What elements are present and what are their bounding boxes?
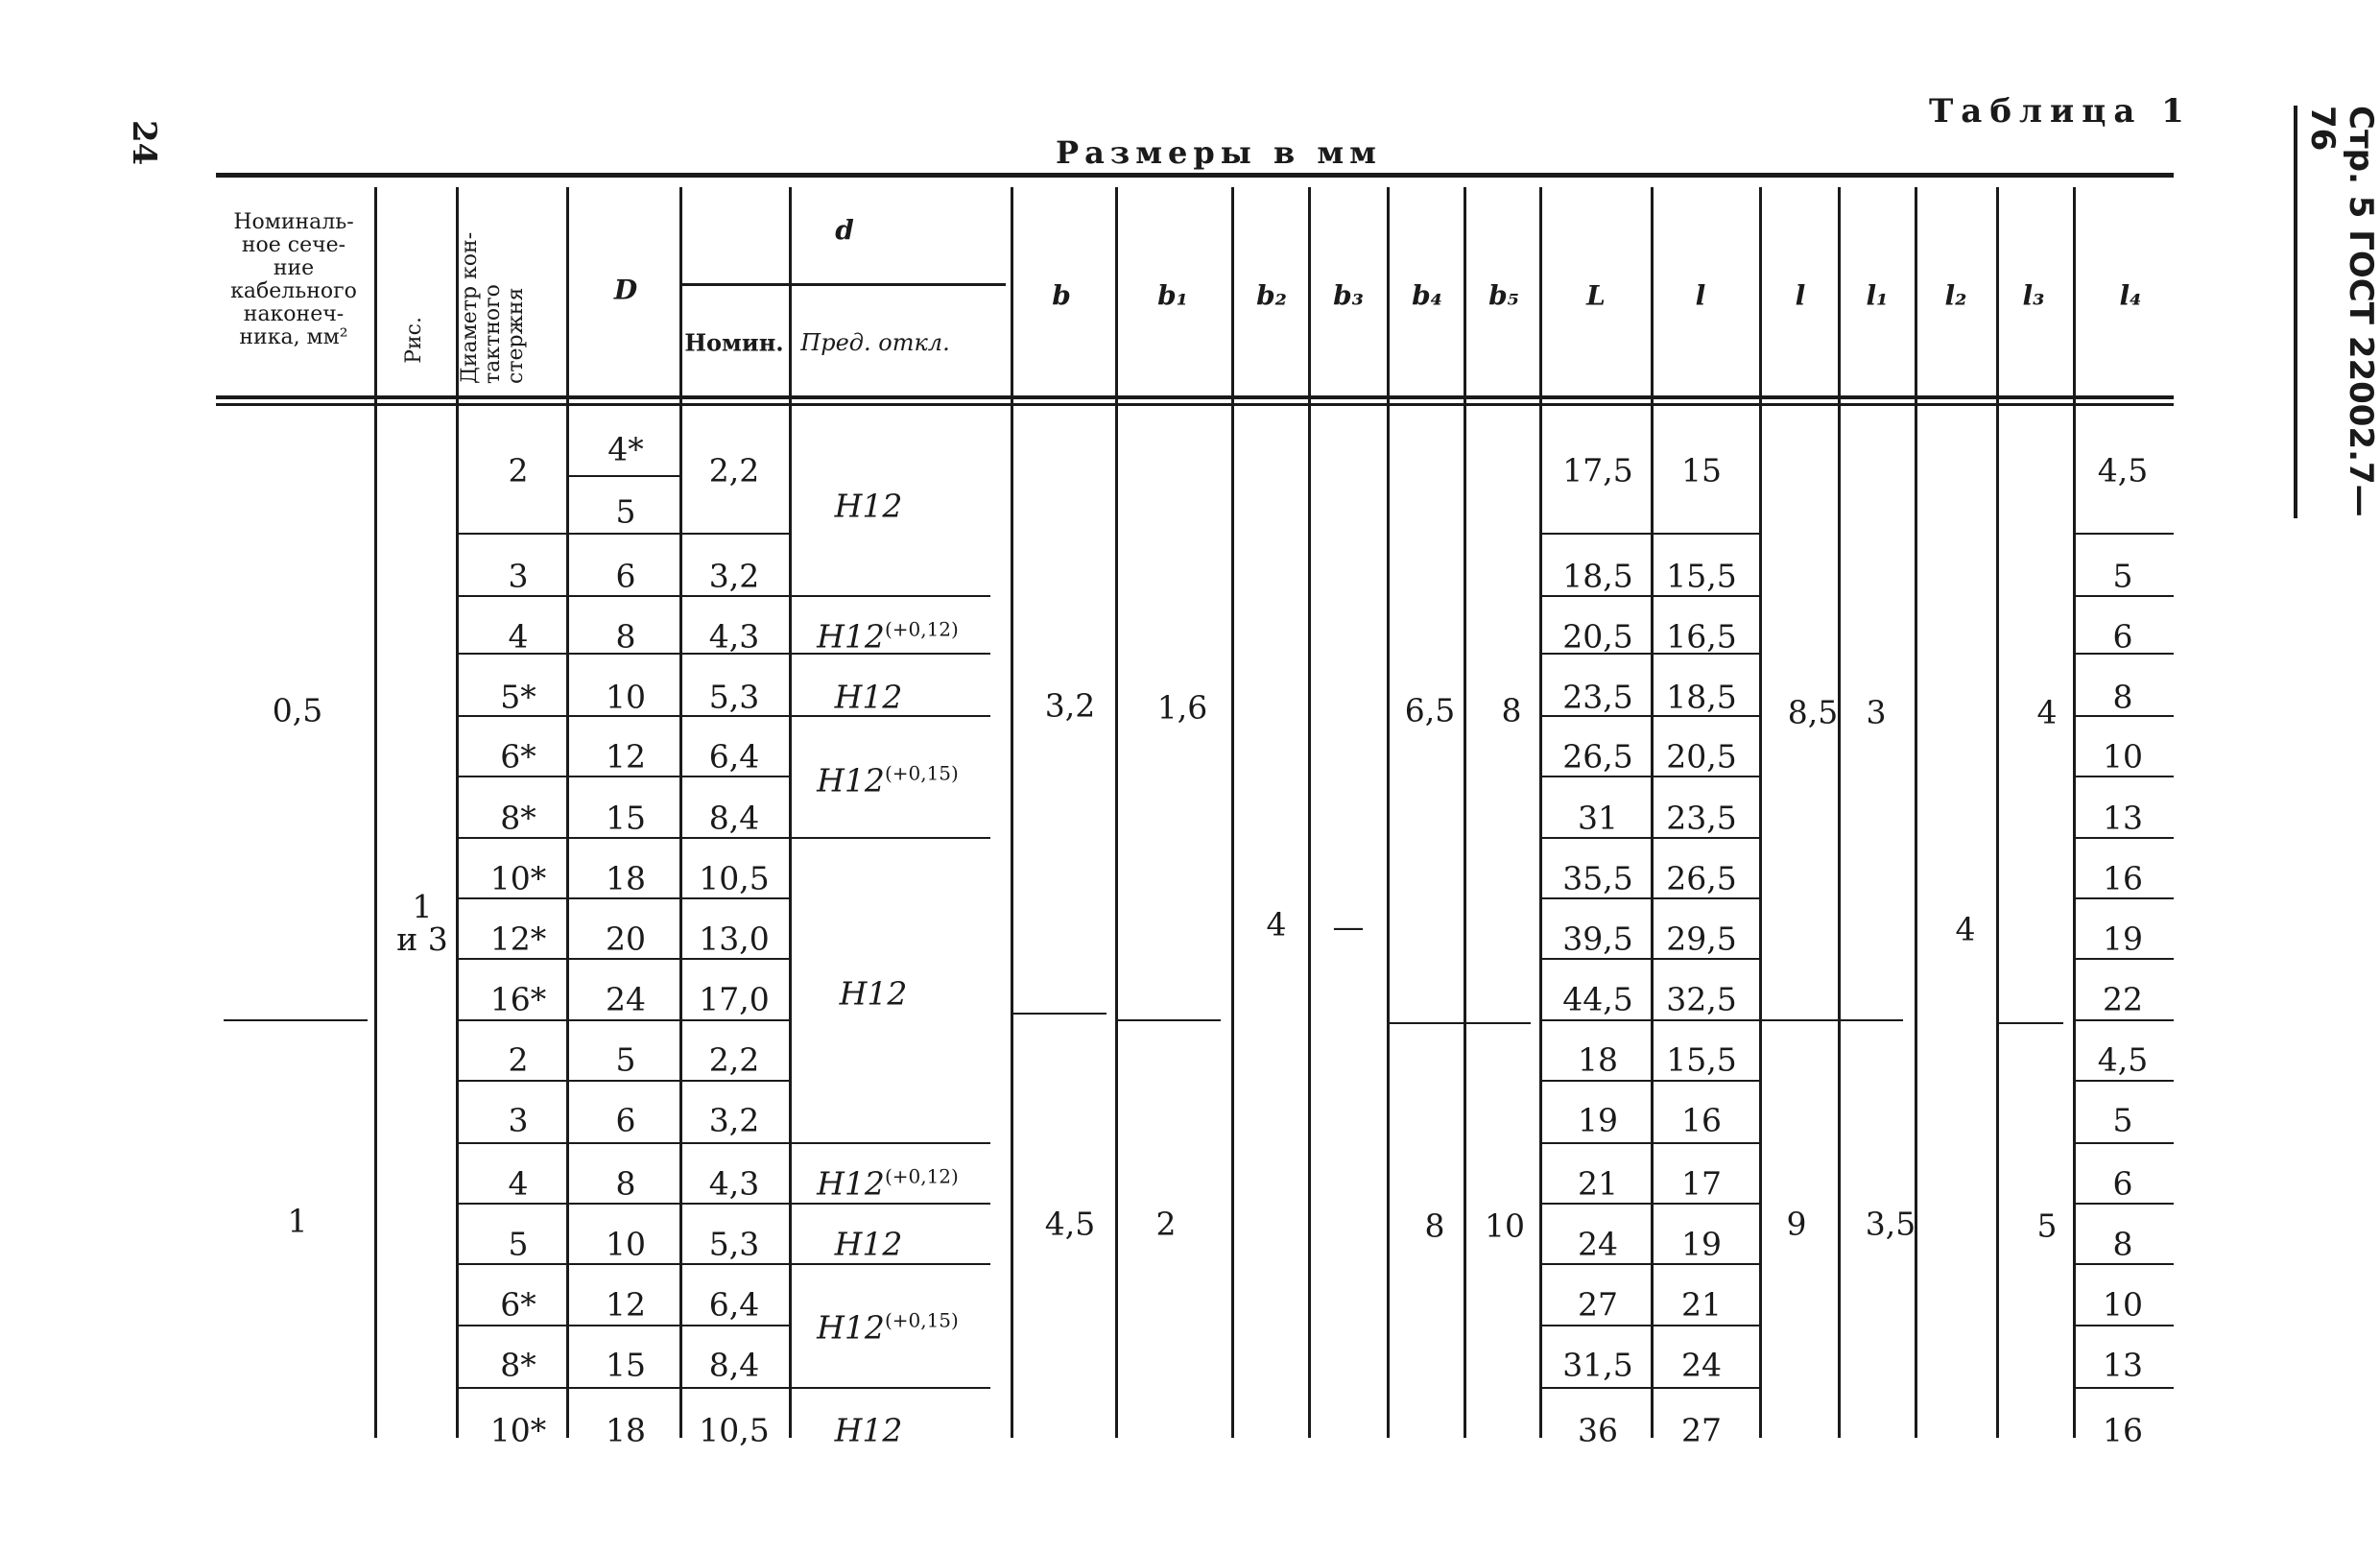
grid-line	[679, 1387, 789, 1389]
grid-line	[679, 958, 789, 960]
cell-L: 44,5	[1562, 980, 1633, 1018]
cell-l: 23,5	[1666, 799, 1737, 837]
cell-d: 8,4	[708, 1346, 760, 1384]
cell-l4: 6	[2112, 617, 2133, 656]
cell-L: 35,5	[1562, 859, 1633, 897]
grid-line	[566, 837, 679, 839]
tolerance-cell	[835, 1412, 903, 1449]
cell-rod: 12*	[489, 920, 547, 958]
tolerance-base: H12	[817, 761, 885, 800]
b1-value-group2: 2	[1155, 1205, 1177, 1243]
cell-D: 10	[606, 678, 646, 716]
grid-line	[1651, 1080, 1759, 1082]
cell-d: 6,4	[708, 737, 760, 776]
cell-d: 3,2	[708, 1101, 760, 1139]
cell-D: 5	[615, 492, 636, 531]
grid-line	[1464, 187, 1466, 1438]
grid-line	[1651, 897, 1759, 899]
section-value-1: 1	[287, 1202, 308, 1240]
grid-line	[1539, 1019, 1651, 1021]
grid-line	[789, 1263, 990, 1265]
grid-line	[1539, 187, 1542, 1438]
cell-l4: 5	[2112, 557, 2133, 595]
document-side-header: Стр. 5 ГОСТ 22002.7—76	[2294, 106, 2380, 518]
tolerance-base: H12	[834, 487, 903, 525]
grid-line	[566, 1142, 679, 1144]
l2-value: 4	[1955, 910, 1976, 948]
grid-line	[2073, 837, 2174, 839]
grid-line	[679, 1080, 789, 1082]
header-D: D	[613, 274, 638, 306]
grid-line	[566, 958, 679, 960]
grid-line	[1651, 1325, 1759, 1326]
cell-L: 31,5	[1562, 1346, 1633, 1384]
l-b-value-group1: 8,5	[1787, 693, 1839, 731]
header-d: d	[835, 214, 854, 247]
cell-rod: 4	[508, 1164, 529, 1203]
cell-l: 16	[1681, 1101, 1722, 1139]
cell-l4: 16	[2103, 859, 2143, 897]
cell-rod: 8*	[500, 799, 536, 837]
b3-value: —	[1332, 907, 1365, 945]
grid-line	[1539, 958, 1651, 960]
l1-value-group1: 3	[1866, 693, 1887, 731]
tolerance-cell	[817, 1309, 959, 1347]
grid-line	[1231, 187, 1234, 1438]
cell-D: 8	[615, 1164, 636, 1203]
cell-l4: 5	[2112, 1101, 2133, 1139]
cell-l: 19	[1681, 1225, 1722, 1263]
grid-line	[679, 1142, 789, 1144]
cell-D: 20	[606, 920, 646, 958]
grid-line	[2073, 958, 2174, 960]
figure-value: 1 и 3	[396, 888, 448, 958]
section-value-0-5: 0,5	[272, 691, 323, 729]
grid-line	[2073, 533, 2174, 535]
header-b: b	[1052, 279, 1071, 312]
b5-value-group1: 8	[1501, 691, 1522, 729]
tolerance-cell	[835, 1226, 903, 1263]
b4-value-group1: 6,5	[1404, 691, 1456, 729]
grid-line	[566, 595, 679, 597]
grid-line	[456, 1325, 566, 1326]
grid-line	[1539, 1142, 1651, 1144]
tolerance-base: H12	[834, 678, 903, 716]
grid-line	[566, 475, 679, 477]
header-l2: l₂	[1944, 279, 1967, 312]
cell-d: 2,2	[708, 1040, 760, 1079]
header-l3: l₃	[2022, 279, 2045, 312]
cell-D: 15	[606, 799, 646, 837]
header-b3: b₃	[1333, 279, 1364, 312]
b-value-group2: 4,5	[1044, 1205, 1096, 1243]
grid-line	[1651, 1263, 1759, 1265]
cell-l: 27	[1681, 1411, 1722, 1449]
cell-L: 27	[1578, 1285, 1618, 1324]
cell-L: 23,5	[1562, 678, 1633, 716]
grid-line	[456, 776, 566, 777]
grid-line	[566, 1203, 679, 1205]
grid-line	[1539, 1325, 1651, 1326]
grid-line	[216, 403, 2174, 406]
header-d-tolerance: Пред. откл.	[800, 329, 950, 356]
grid-line	[1387, 187, 1390, 1438]
b4-value-group2: 8	[1424, 1207, 1445, 1245]
cell-l4: 4,5	[2097, 1040, 2149, 1079]
cell-L: 18,5	[1562, 557, 1633, 595]
cell-d: 3,2	[708, 557, 760, 595]
grid-line	[1838, 187, 1841, 1438]
tolerance-cell	[817, 1165, 959, 1203]
cell-L: 26,5	[1562, 737, 1633, 776]
grid-line	[566, 1263, 679, 1265]
cell-rod: 6*	[500, 1285, 536, 1324]
grid-line	[456, 837, 566, 839]
cell-d: 13,0	[699, 920, 770, 958]
grid-line	[1011, 1013, 1107, 1015]
grid-line	[566, 897, 679, 899]
grid-line	[679, 1263, 789, 1265]
l-b-value-group2: 9	[1786, 1205, 1807, 1243]
l3-value-group1: 4	[2036, 693, 2058, 731]
grid-line	[2073, 1019, 2174, 1021]
tolerance-base: H12	[817, 1164, 885, 1203]
grid-line	[2073, 595, 2174, 597]
grid-line	[456, 1080, 566, 1082]
b-value-group1: 3,2	[1044, 686, 1096, 725]
grid-line	[679, 1325, 789, 1326]
header-d-nominal: Номин.	[684, 328, 784, 357]
cell-rod: 10*	[489, 859, 547, 897]
grid-line	[456, 958, 566, 960]
grid-line	[789, 595, 990, 597]
cell-rod: 3	[508, 1101, 529, 1139]
cell-l4: 8	[2112, 1225, 2133, 1263]
cell-l: 15,5	[1666, 557, 1737, 595]
cell-L: 19	[1578, 1101, 1618, 1139]
b1-value-group1: 1,6	[1156, 688, 1208, 727]
grid-line	[1539, 897, 1651, 899]
grid-line	[216, 395, 2174, 399]
cell-l: 32,5	[1666, 980, 1737, 1018]
grid-line	[789, 187, 792, 1438]
tolerance-cell	[835, 488, 903, 525]
cell-rod: 3	[508, 557, 529, 595]
cell-d: 8,4	[708, 799, 760, 837]
cell-d: 17,0	[699, 980, 770, 1018]
cell-l4: 8	[2112, 678, 2133, 716]
grid-line	[566, 533, 679, 535]
grid-line	[2073, 1325, 2174, 1326]
grid-line	[1308, 187, 1311, 1438]
cell-rod: 2	[508, 451, 529, 490]
cell-D: 4*	[607, 430, 644, 468]
grid-line	[456, 1142, 566, 1144]
cell-D: 12	[606, 737, 646, 776]
page-number: 24	[125, 120, 163, 166]
cell-L: 17,5	[1562, 451, 1633, 490]
cell-d: 2,2	[708, 451, 760, 490]
cell-L: 21	[1578, 1164, 1618, 1203]
cell-l: 15,5	[1666, 1040, 1737, 1079]
grid-line	[1539, 1080, 1651, 1082]
l3-value-group2: 5	[2036, 1207, 2058, 1245]
tolerance-cell	[817, 618, 959, 656]
cell-D: 5	[615, 1040, 636, 1079]
cell-D: 12	[606, 1285, 646, 1324]
grid-line	[456, 1203, 566, 1205]
grid-line	[456, 595, 566, 597]
grid-line	[1651, 1019, 1759, 1021]
header-b2: b₂	[1256, 279, 1287, 312]
header-L: L	[1586, 279, 1606, 312]
grid-line	[679, 837, 789, 839]
cell-l4: 10	[2103, 1285, 2143, 1324]
tolerance-base: H12	[834, 1225, 903, 1263]
grid-line	[1539, 776, 1651, 777]
grid-line	[2073, 1142, 2174, 1144]
cell-D: 18	[606, 1411, 646, 1449]
tolerance-sup: (+0,15)	[884, 761, 959, 785]
cell-l: 18,5	[1666, 678, 1737, 716]
grid-line	[1915, 187, 1917, 1438]
tolerance-sup: (+0,15)	[884, 1308, 959, 1332]
grid-line	[789, 1203, 990, 1205]
header-l4: l₄	[2119, 279, 2142, 312]
cell-L: 18	[1578, 1040, 1618, 1079]
cell-L: 36	[1578, 1411, 1618, 1449]
grid-line	[216, 173, 2174, 178]
header-b5: b₅	[1488, 279, 1519, 312]
header-figure: Рис.	[402, 317, 426, 364]
cell-D: 18	[606, 859, 646, 897]
cell-rod: 5*	[500, 678, 536, 716]
header-section: Номиналь- ное сече- ние кабельного наконеч- ника, мм²	[230, 210, 357, 349]
grid-line	[1651, 837, 1759, 839]
cell-l: 15	[1681, 451, 1722, 490]
grid-line	[456, 897, 566, 899]
cell-l4: 22	[2103, 980, 2143, 1018]
grid-line	[2073, 187, 2076, 1438]
cell-d: 10,5	[699, 1411, 770, 1449]
cell-rod: 8*	[500, 1346, 536, 1384]
cell-D: 6	[615, 1101, 636, 1139]
grid-line	[1996, 1022, 2063, 1024]
cell-L: 20,5	[1562, 617, 1633, 656]
tolerance-cell	[840, 975, 908, 1013]
tolerance-base: H12	[839, 974, 908, 1013]
grid-line	[456, 1019, 566, 1021]
cell-l: 29,5	[1666, 920, 1737, 958]
cell-l4: 4,5	[2097, 451, 2149, 490]
grid-line	[1759, 187, 1762, 1438]
grid-line	[2073, 1387, 2174, 1389]
header-b4: b₄	[1412, 279, 1442, 312]
cell-d: 5,3	[708, 678, 760, 716]
cell-d: 5,3	[708, 1225, 760, 1263]
cell-d: 4,3	[708, 617, 760, 656]
grid-line	[679, 533, 789, 535]
grid-line	[566, 187, 569, 1438]
grid-line	[566, 1019, 679, 1021]
grid-line	[456, 533, 566, 535]
cell-l4: 19	[2103, 920, 2143, 958]
cell-rod: 5	[508, 1225, 529, 1263]
grid-line	[1387, 1022, 1531, 1024]
grid-line	[566, 1387, 679, 1389]
cell-D: 8	[615, 617, 636, 656]
grid-line	[1539, 595, 1651, 597]
grid-line	[789, 837, 990, 839]
cell-rod: 6*	[500, 737, 536, 776]
table-title: Таблица 1	[1929, 92, 2192, 131]
grid-line	[1651, 187, 1654, 1438]
cell-l4: 6	[2112, 1164, 2133, 1203]
grid-line	[1651, 1387, 1759, 1389]
cell-d: 6,4	[708, 1285, 760, 1324]
grid-line	[679, 897, 789, 899]
header-l-a: l	[1695, 279, 1706, 312]
grid-line	[224, 1019, 368, 1021]
grid-line	[789, 1387, 990, 1389]
cell-D: 15	[606, 1346, 646, 1384]
b5-value-group2: 10	[1485, 1207, 1525, 1245]
grid-line	[456, 1387, 566, 1389]
grid-line	[1651, 1142, 1759, 1144]
cell-l: 26,5	[1666, 859, 1737, 897]
grid-line	[2073, 776, 2174, 777]
units-caption: Размеры в мм	[1056, 134, 1382, 171]
cell-l4: 16	[2103, 1411, 2143, 1449]
cell-d: 10,5	[699, 859, 770, 897]
grid-line	[1651, 533, 1759, 535]
grid-line	[1539, 533, 1651, 535]
grid-line	[2073, 1203, 2174, 1205]
grid-line	[1651, 776, 1759, 777]
grid-line	[1651, 958, 1759, 960]
grid-line	[2073, 1080, 2174, 1082]
tolerance-sup: (+0,12)	[884, 617, 959, 641]
l1-value-group2: 3,5	[1865, 1205, 1916, 1243]
tolerance-base: H12	[817, 617, 885, 656]
header-rod-diameter: Диаметр кон- тактного стержня	[458, 231, 528, 384]
b2-value: 4	[1266, 905, 1287, 944]
tolerance-base: H12	[817, 1308, 885, 1347]
header-l1: l₁	[1866, 279, 1889, 312]
grid-line	[374, 187, 377, 1438]
grid-line	[1011, 187, 1013, 1438]
cell-D: 10	[606, 1225, 646, 1263]
grid-line	[679, 776, 789, 777]
grid-line	[2073, 1263, 2174, 1265]
cell-D: 6	[615, 557, 636, 595]
cell-l4: 13	[2103, 1346, 2143, 1384]
grid-line	[1539, 1263, 1651, 1265]
grid-line	[1539, 837, 1651, 839]
tolerance-cell	[835, 679, 903, 716]
grid-line	[1651, 595, 1759, 597]
cell-l4: 13	[2103, 799, 2143, 837]
tolerance-sup: (+0,12)	[884, 1164, 959, 1188]
cell-l4: 10	[2103, 737, 2143, 776]
grid-line	[566, 1325, 679, 1326]
grid-line	[456, 1263, 566, 1265]
cell-l: 17	[1681, 1164, 1722, 1203]
header-b1: b₁	[1157, 279, 1188, 312]
cell-L: 39,5	[1562, 920, 1633, 958]
grid-line	[1115, 1019, 1221, 1021]
cell-l: 21	[1681, 1285, 1722, 1324]
grid-line	[1539, 1203, 1651, 1205]
grid-line	[566, 1080, 679, 1082]
grid-line	[679, 283, 1006, 286]
cell-rod: 4	[508, 617, 529, 656]
cell-L: 31	[1578, 799, 1618, 837]
grid-line	[789, 1142, 990, 1144]
grid-line	[2073, 897, 2174, 899]
grid-line	[1539, 1387, 1651, 1389]
cell-rod: 10*	[489, 1411, 547, 1449]
cell-l: 16,5	[1666, 617, 1737, 656]
grid-line	[1651, 1203, 1759, 1205]
tolerance-cell	[817, 762, 959, 800]
grid-line	[566, 776, 679, 777]
cell-D: 24	[606, 980, 646, 1018]
grid-line	[1996, 187, 1999, 1438]
cell-L: 24	[1578, 1225, 1618, 1263]
tolerance-base: H12	[834, 1411, 903, 1449]
cell-rod: 2	[508, 1040, 529, 1079]
grid-line	[679, 595, 789, 597]
grid-line	[679, 1203, 789, 1205]
cell-l: 20,5	[1666, 737, 1737, 776]
grid-line	[1115, 187, 1118, 1438]
grid-line	[679, 187, 682, 1438]
header-l-b: l	[1795, 279, 1806, 312]
grid-line	[1759, 1019, 1903, 1021]
cell-l: 24	[1681, 1346, 1722, 1384]
grid-line	[679, 1019, 789, 1021]
cell-rod: 16*	[489, 980, 547, 1018]
cell-d: 4,3	[708, 1164, 760, 1203]
